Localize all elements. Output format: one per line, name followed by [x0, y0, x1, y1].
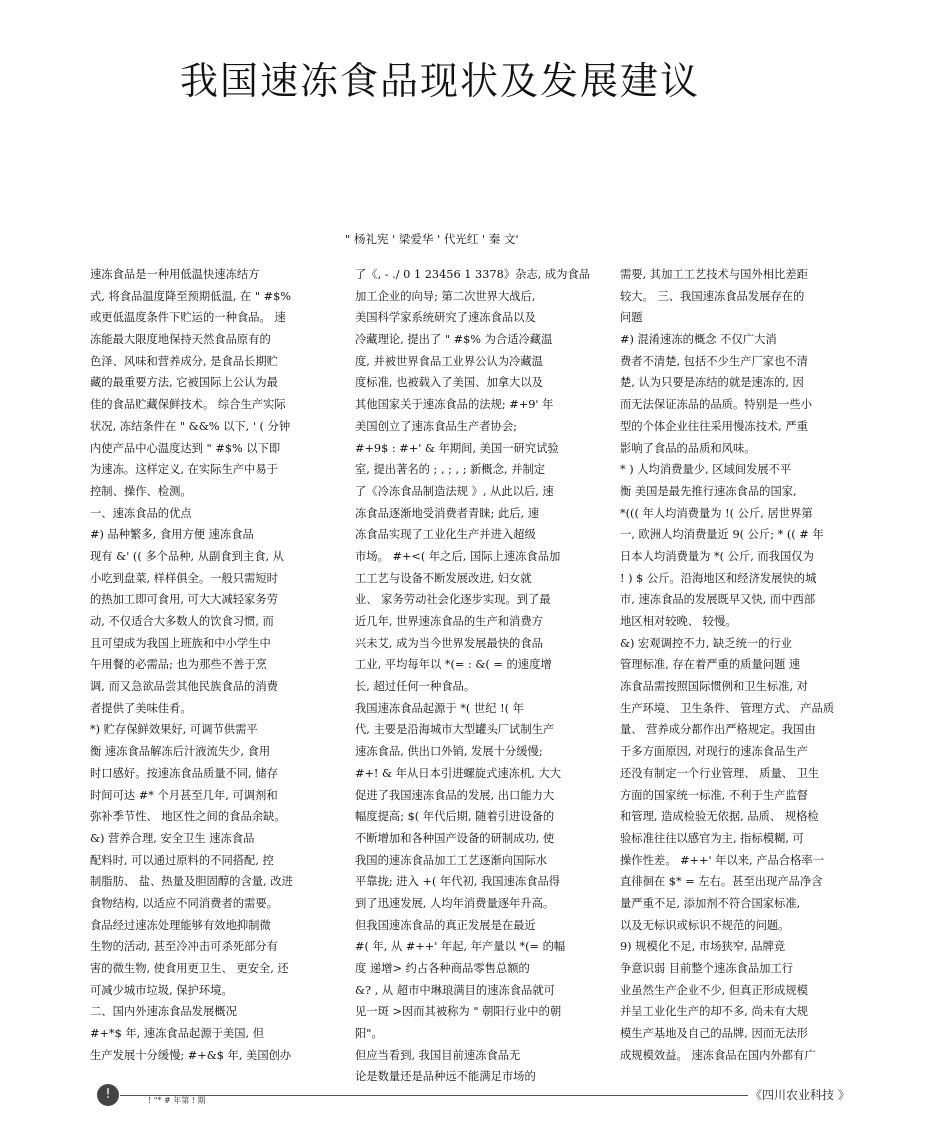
text-line: 幅度提高; $( 年代后期, 随着引进设备的 — [355, 810, 555, 824]
text-line: #+*$ 年, 速冻食品起源于美国, 但 — [90, 1027, 264, 1041]
text-line: 弥补季节性、 地区性之间的食品余缺。 — [90, 810, 286, 824]
text-line: 成规模效益。 速冻食品在国内外都有广 — [620, 1048, 816, 1062]
text-line: 兴未艾, 成为当今世界发展最快的食品 — [355, 636, 543, 650]
text-line: 管理标准, 存在着严重的质量问题 速 — [620, 658, 801, 672]
text-line: 业虽然生产企业不少, 但真正形成规模 — [620, 983, 808, 997]
text-line: 生物的活动, 甚至冷冲击可杀死部分有 — [90, 940, 278, 954]
text-line: ! ) $ 公斤。沿海地区和经济发展快的城 — [620, 571, 817, 585]
text-line: *((( 年人均消费量为 !( 公斤, 居世界第 — [620, 506, 813, 520]
text-line: 色泽、风味和营养成分, 是食品长期贮 — [90, 354, 278, 368]
footer-issue: ! "* # 年第 ! 期 — [148, 1096, 206, 1105]
text-line: 生产环境、 卫生条件、 管理方式、 产品质 — [620, 701, 835, 715]
page-marker-badge: ! — [97, 1084, 119, 1106]
text-line: 日本人均消费量为 *( 公斤, 而我国仅为 — [620, 549, 814, 563]
text-line: 还没有制定一个行业管理、 质量、 卫生 — [620, 766, 820, 780]
text-line: 内使产品中心温度达到 " #$% 以下即 — [90, 441, 281, 455]
text-line: 状况, 冻结条件在 " &&% 以下, ' ( 分钟 — [90, 419, 291, 433]
text-line: 加工企业的向导; 第二次世界大战后, — [355, 289, 536, 303]
text-line: 见一斑 >因而其被称为 " 朝阳行业中的朝 — [355, 1005, 562, 1019]
text-line: 的热加工即可食用, 可大大减轻家务劳 — [90, 593, 278, 607]
text-line: 市, 速冻食品的发展既早又快, 而中西部 — [620, 593, 816, 607]
text-column-left — [90, 264, 338, 1066]
article-title: 我国速冻食品现状及发展建议 — [180, 59, 701, 103]
footer-journal-name: 《四川农业科技 》 — [750, 1088, 850, 1102]
text-line: 影响了食品的品质和风味。 — [620, 441, 756, 455]
text-line: 我国的速冻食品加工工艺逐渐向国际水 — [355, 853, 548, 867]
text-line: 但应当看到, 我国目前速冻食品无 — [355, 1048, 521, 1062]
text-line: 论是数量还是品种远不能满足市场的 — [355, 1070, 536, 1084]
text-column-right — [620, 264, 868, 1066]
text-line: 量、 营养成分都作出严格规定。我国由 — [620, 723, 816, 737]
text-line: 调, 而又急欲品尝其他民族食品的消费 — [90, 680, 278, 694]
text-line: 争意识弱 目前整个速冻食品加工行 — [620, 962, 794, 975]
text-line: 市场。 #+<( 年之后, 国际上速冻食品加 — [355, 549, 561, 563]
text-line: 阳"。 — [355, 1027, 383, 1041]
text-line: 我国速冻食品起源于 *( 世纪 !( 年 — [355, 701, 524, 715]
text-line: 但我国速冻食品的真正发展是在最近 — [355, 918, 536, 932]
text-line: 模生产基地及自己的品牌, 因而无法形 — [620, 1027, 808, 1041]
text-line: * ) 人均消费量少, 区域间发展不平 — [620, 463, 792, 477]
article-authors: " 杨礼宪 ' 梁爱华 ' 代光红 ' 秦 文' — [345, 232, 519, 246]
text-line: 并呈工业化生产的却不多, 尚未有大规 — [620, 1005, 808, 1019]
text-line: 验标准往往以感官为主, 指标模糊, 可 — [620, 831, 804, 845]
text-line: 食品经过速冻处理能够有效地抑制微 — [90, 918, 271, 932]
text-line: 楚, 认为只要是冻结的就是速冻的, 因 — [620, 376, 804, 390]
text-column-middle — [355, 264, 605, 1088]
text-line: 为速冻。这样定义, 在实际生产中易于 — [90, 463, 278, 477]
text-line: 动, 不仅适合大多数人的饮食习惯, 而 — [90, 615, 274, 628]
text-line: 9) 规模化不足, 市场狭窄, 品牌竞 — [620, 940, 786, 954]
text-line: 费者不清楚, 包括不少生产厂家也不清 — [620, 354, 808, 368]
text-line: 较大。 三、我国速冻食品发展存在的 — [620, 289, 805, 303]
text-line: 时间可达 #* 个月甚至几年, 可调剂和 — [90, 788, 278, 802]
text-line: 和管理, 造成检验无依据, 品质、 规格检 — [620, 810, 819, 824]
text-line: 长, 超过任何一种食品。 — [355, 680, 476, 694]
text-line: 且可望成为我国上班族和中小学生中 — [90, 636, 271, 650]
text-line: 食物结构, 以适应不同消费者的需要。 — [90, 896, 278, 910]
text-line: 了《冷冻食品制造法规 》, 从此以后, 速 — [355, 484, 554, 498]
text-line: 一、速冻食品的优点 — [90, 506, 192, 520]
text-line: 度 递增> 约占各种商品零售总额的 — [355, 962, 530, 975]
text-line: 美国创立了速冻食品生产者协会; — [355, 419, 517, 433]
text-line: 冷藏理论, 提出了 " #$% 为合适冷藏温 — [355, 333, 553, 347]
text-line: &) 宏观调控不力, 缺乏统一的行业 — [620, 636, 793, 650]
text-line: 型的个体企业往往采用慢冻技术, 严重 — [620, 419, 808, 433]
text-line: 不断增加和各种国产设备的研制成功, 使 — [355, 831, 555, 845]
text-line: 量严重不足, 添加剂不符合国家标准, — [620, 896, 801, 910]
text-line: 工工艺与设备不断发展改进, 妇女就 — [355, 571, 532, 585]
text-line: 衡 速冻食品解冻后汁液流失少, 食用 — [90, 745, 271, 759]
text-line: 生产发展十分缓慢; #+&$ 年, 美国创办 — [90, 1048, 292, 1062]
text-line: 方面的国家统一标准, 不利于生产监督 — [620, 788, 808, 802]
text-line: 配料时, 可以通过原料的不同搭配, 控 — [90, 853, 274, 867]
text-line: *) 贮存保鲜效果好, 可调节供需平 — [90, 723, 258, 737]
text-line: &? , 从 超市中琳琅满目的速冻食品就可 — [355, 983, 555, 997]
text-line: 冻食品实现了工业化生产并进入超级 — [355, 528, 536, 542]
text-line: 冻能最大限度地保持天然食品原有的 — [90, 333, 271, 347]
text-line: 制脂肪、 盐、热量及胆固醇的含量, 改进 — [90, 875, 293, 889]
text-line: #) 混淆速冻的概念 不仅广大消 — [620, 333, 777, 347]
text-line: 地区相对较晚、 较慢。 — [620, 615, 737, 628]
text-line: 美国科学家系统研究了速冻食品以及 — [355, 311, 536, 325]
text-line: 冻食品逐渐地受消费者青睐; 此后, 速 — [355, 506, 540, 520]
footer-rule — [120, 1095, 748, 1096]
text-line: &) 营养合理, 安全卫生 速冻食品 — [90, 831, 255, 845]
text-line: 业、 家务劳动社会化逐步实现。到了最 — [355, 593, 551, 607]
text-line: #( 年, 从 #++' 年起, 年产量以 *(= 的幅 — [355, 940, 566, 954]
text-line: 速冻食品是一种用低温快速冻结方 — [90, 268, 260, 281]
text-line: 促进了我国速冻食品的发展, 出口能力大 — [355, 788, 555, 802]
text-line: 现有 &' (( 多个品种, 从副食到主食, 从 — [90, 549, 284, 563]
text-line: #+! & 年从日本引进螺旋式速冻机, 大大 — [355, 766, 562, 780]
text-line: 需要, 其加工工艺技术与国外相比差距 — [620, 268, 808, 281]
text-line: 代, 主要是沿海城市大型罐头厂试制生产 — [355, 723, 555, 737]
text-line: 控制、操作、检测。 — [90, 484, 192, 498]
text-line: 于多方面原因, 对现行的速冻食品生产 — [620, 745, 808, 759]
text-line: 或更低温度条件下贮运的一种食品。 速 — [90, 311, 286, 325]
text-line: 直徘徊在 $* = 左右。甚至出现产品净含 — [620, 875, 823, 889]
text-line: 了《, - ./ 0 1 23456 1 3378》杂志, 成为食品 — [355, 268, 591, 281]
text-line: 午用餐的必需品; 也为那些不善于烹 — [90, 658, 267, 672]
text-line: 式, 将食品温度降至预期低温, 在 " #$% — [90, 289, 291, 303]
text-line: #+9$ : #+' & 年期间, 美国一研究试验 — [355, 441, 559, 455]
text-line: 以及无标识或标识不规范的问题。 — [620, 918, 790, 932]
text-line: 衡 美国是最先推行速冻食品的国家, — [620, 484, 797, 498]
text-line: 度, 并被世界食品工业界公认为冷藏温 — [355, 354, 543, 368]
text-line: 问题 — [620, 311, 643, 325]
text-line: 藏的最重要方法, 它被国际上公认为最 — [90, 376, 278, 390]
text-line: 二、国内外速冻食品发展概况 — [90, 1005, 237, 1019]
text-line: 一, 欧洲人均消费量近 9( 公斤; * (( # 年 — [620, 528, 824, 542]
text-line: 速冻食品, 供出口外销, 发展十分缓慢; — [355, 745, 543, 759]
text-line: 时口感好。按速冻食品质量不同, 储存 — [90, 766, 278, 780]
text-line: 害的微生物, 使食用更卫生、 更安全, 还 — [90, 962, 289, 975]
text-line: 近几年, 世界速冻食品的生产和消费方 — [355, 615, 543, 628]
text-line: 工业, 平均每年以 *(= : &( = 的速度增 — [355, 658, 552, 672]
text-line: 度标准, 也被载入了美国、加拿大以及 — [355, 376, 543, 390]
text-line: 小吃到盘菜, 样样俱全。一般只需短时 — [90, 571, 278, 585]
text-line: 其他国家关于速冻食品的法规; #+9' 年 — [355, 398, 554, 412]
text-line: 而无法保证冻品的品质。特别是一些小 — [620, 398, 813, 412]
text-line: 室, 提出著名的 ; , ; , ; 新概念, 并制定 — [355, 463, 546, 477]
text-line: 者提供了美味佳肴。 — [90, 701, 192, 715]
text-line: 平靠拢; 进入 +( 年代初, 我国速冻食品得 — [355, 875, 561, 889]
text-line: 可减少城市垃圾, 保护环境。 — [90, 983, 233, 997]
text-line: 操作性差。 #++' 年以来, 产品合格率一 — [620, 853, 825, 867]
text-line: 到了迅速发展, 人均年消费量逐年升高。 — [355, 896, 555, 910]
text-line: 佳的食品贮藏保鲜技术。 综合生产实际 — [90, 398, 286, 412]
text-line: 冻食品需按照国际惯例和卫生标准, 对 — [620, 680, 808, 694]
text-line: #) 品种繁多, 食用方便 速冻食品 — [90, 528, 254, 542]
